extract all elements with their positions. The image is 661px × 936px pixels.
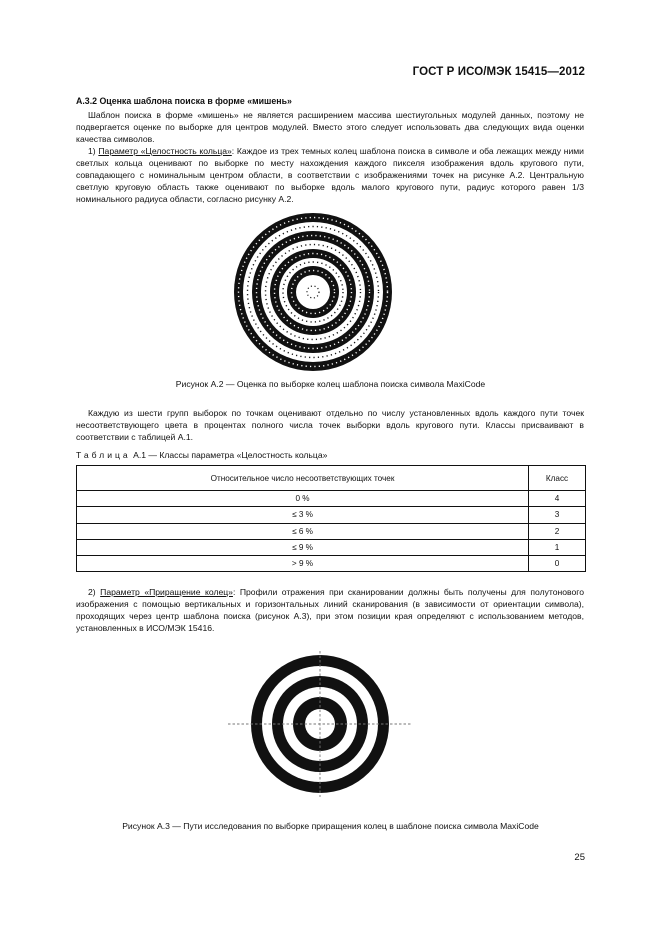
item2-paragraph: [76, 586, 584, 634]
table-row: [77, 523, 586, 539]
table-cell-grade: 2: [529, 523, 586, 539]
table-a1-caption: [76, 450, 327, 460]
table-cell-grade: 1: [529, 539, 586, 555]
figure-a3-caption: Рисунок А.3 — Пути исследования по выборке приращения колец в шаблоне поиска символа MaxiCode: [122, 821, 539, 831]
figure-a2-caption: Рисунок А.2 — Оценка по выборке колец шаблона поиска символа MaxiCode: [175, 379, 486, 389]
table-cell-pct: 0 %: [77, 491, 529, 507]
table-cell-grade: 0: [529, 556, 586, 572]
document-id-header: ГОСТ Р ИСО/МЭК 15415—2012: [412, 66, 585, 78]
item1-text: : Каждое из трех темных колец шаблона поиска в символе и оба лежащих между ними светлых кольца оценивают по выборке по месту нахождения каждого пикселя изображения вдоль кругового пути, совпадающего с номинальным центром области, в соответствии с изображениями точек на рисунке А.2. Центральную светлую круговую область также оценивают по выборке вдоль малого кругового пути, радиус которого равен 1/3 номинального радиуса области, согласно рисунку А.2.: [76, 146, 584, 204]
table-cell-grade: 4: [529, 491, 586, 507]
item2-number: 2): [88, 587, 96, 597]
section-title: А.3.2 Оценка шаблона поиска в форме «мишень»: [76, 96, 292, 106]
table-label: Таблица: [76, 450, 131, 460]
section-body: [76, 109, 584, 205]
table-a1: [76, 465, 586, 572]
table-header-grade: Класс: [529, 466, 586, 491]
item2-text: : Профили отражения при сканировании должны быть получены для полутонового изображения с помощью вертикальных и горизонтальных линий сканирования (в зависимости от ориентации символа), проходящих через центр шаблона поиска (рисунок А.3), при этом позиции края определяют с использованием методов, установленных в ИСО/МЭК 15416.: [76, 587, 585, 633]
figure-a3-target-scan-paths: [225, 649, 415, 799]
table-header-count: Относительное число несоответствующих точек: [77, 466, 529, 491]
item2-block: [76, 586, 584, 634]
item1-number: 1): [88, 146, 96, 156]
table-cell-pct: ≤ 3 %: [77, 507, 529, 523]
table-row: [77, 491, 586, 507]
table-row: [77, 507, 586, 523]
table-cell-pct: ≤ 6 %: [77, 523, 529, 539]
item1-title: Параметр «Целостность кольца»: [98, 146, 232, 156]
item2-title: Параметр «Приращение колец»: [100, 587, 233, 597]
page-number: 25: [574, 852, 585, 863]
table-caption-text: А.1 — Классы параметра «Целостность кольца»: [133, 450, 328, 460]
table-row: [77, 539, 586, 555]
intro-paragraph: Шаблон поиска в форме «мишень» не является расширением массива шестиугольных модулей данных, поэтому не подвергается оценке по выборке для центров модулей. Вместо этого следует использовать два следующих вида оценки качества символов.: [76, 110, 584, 144]
figure-a2-target-rings: [228, 207, 398, 377]
table-cell-pct: ≤ 9 %: [77, 539, 529, 555]
table-cell-grade: 3: [529, 507, 586, 523]
item1-paragraph: [76, 145, 584, 205]
table-row: [77, 556, 586, 572]
paragraph-groups: Каждую из шести групп выборок по точкам оценивают отдельно по числу установленных вдоль каждого пути точек несоответствующего цвета в процентах полного числа точек выборки вдоль кругового пути. Классы присваивают в соответствии с таблицей А.1.: [76, 408, 584, 442]
table-cell-pct: > 9 %: [77, 556, 529, 572]
